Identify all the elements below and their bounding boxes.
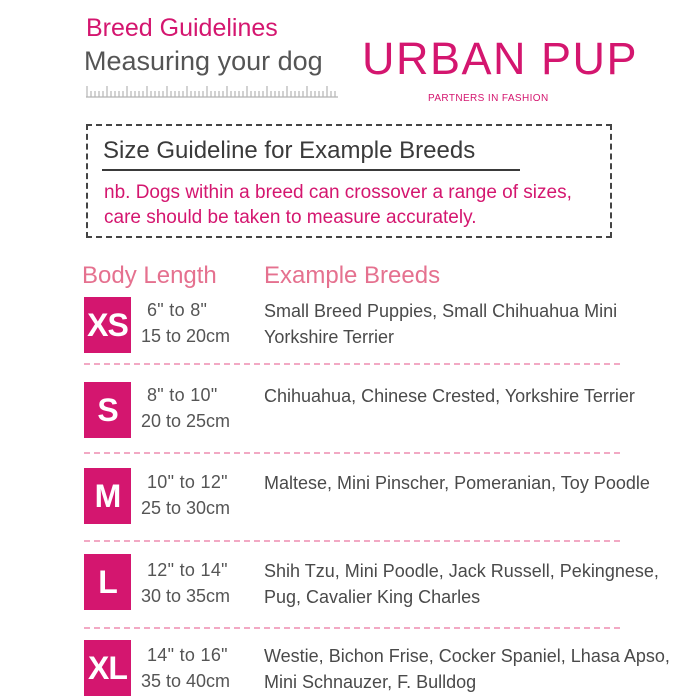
notice-heading: Size Guideline for Example Breeds xyxy=(103,137,476,164)
size-badge-m: M xyxy=(84,468,131,524)
example-breeds: Shih Tzu, Mini Poodle, Jack Russell, Pekingnese, Pug, Cavalier King Charles xyxy=(264,561,659,607)
body-length-inches: 12" to 14" xyxy=(147,560,228,580)
example-breeds: Chihuahua, Chinese Crested, Yorkshire Terrier xyxy=(264,386,635,406)
size-badge-l: L xyxy=(84,554,131,610)
page-title: Breed Guidelines xyxy=(86,14,278,42)
row-separator xyxy=(84,627,620,629)
body-length-inches: 14" to 16" xyxy=(147,645,228,665)
page-subtitle: Measuring your dog xyxy=(84,46,323,76)
brand-tagline: PARTNERS IN FASHION xyxy=(428,93,549,104)
body-length-inches: 10" to 12" xyxy=(147,472,228,492)
body-length-inches: 8" to 10" xyxy=(147,385,218,405)
ruler-icon xyxy=(86,85,338,99)
body-length-cm: 30 to 35cm xyxy=(141,586,231,606)
row-separator xyxy=(84,452,620,454)
size-badge-s: S xyxy=(84,382,131,438)
body-length-cm: 15 to 20cm xyxy=(141,326,231,346)
example-breeds: Westie, Bichon Frise, Cocker Spaniel, Lhasa Apso, Mini Schnauzer, F. Bulldog xyxy=(264,646,670,692)
body-length-cm: 25 to 30cm xyxy=(141,498,231,518)
row-separator xyxy=(84,363,620,365)
row-separator xyxy=(84,540,620,542)
size-badge-xl: XL xyxy=(84,640,131,696)
example-breeds: Small Breed Puppies, Small Chihuahua Mini Yorkshire Terrier xyxy=(264,301,618,347)
notice-text: nb. Dogs within a breed can crossover a range of sizes, care should be taken to measure accurately. xyxy=(104,182,572,229)
body-length-inches: 6" to 8" xyxy=(147,300,208,320)
notice-heading-underline xyxy=(102,169,520,171)
example-breeds: Maltese, Mini Pinscher, Pomeranian, Toy Poodle xyxy=(264,473,650,493)
size-badge-xs: XS xyxy=(84,297,131,353)
column-header-body-length: Body Length xyxy=(82,262,217,289)
brand-logo: URBAN PUP xyxy=(362,33,639,84)
column-header-example-breeds: Example Breeds xyxy=(264,262,441,289)
body-length-cm: 35 to 40cm xyxy=(141,671,231,691)
body-length-cm: 20 to 25cm xyxy=(141,411,231,431)
